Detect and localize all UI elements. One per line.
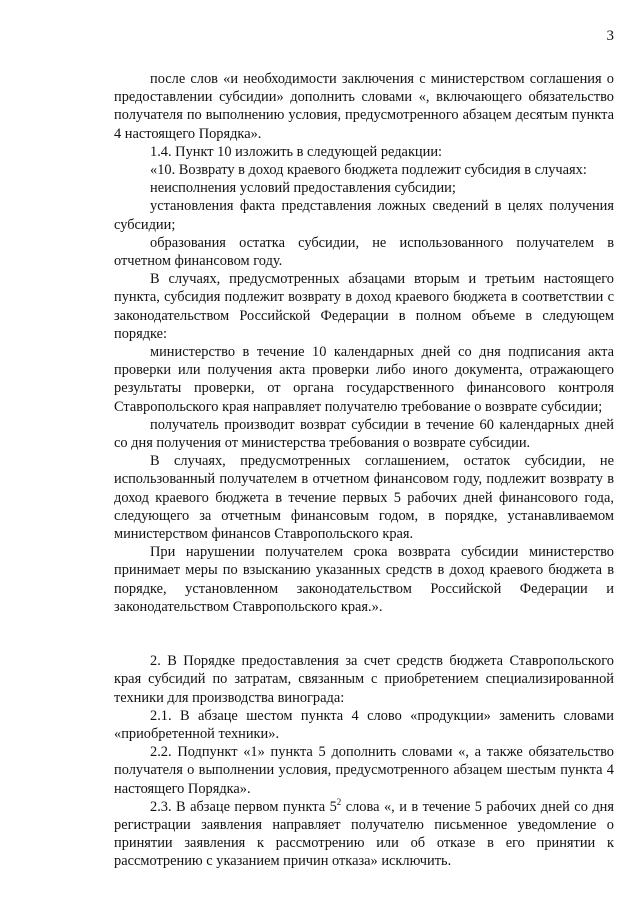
paragraph: «10. Возврату в доход краевого бюджета подлежит субсидия в случаях: [150, 162, 587, 179]
paragraph: установления факта представления ложных сведений в целях получения субсидии; [114, 198, 614, 233]
paragraph: 2.1. В абзаце шестом пункта 4 слово «продукции» заменить словами «приобретенной техники». [114, 707, 614, 742]
superscript: 2 [336, 796, 342, 807]
paragraph: образования остатка субсидии, не использованного получателем в отчетном финансовом году. [114, 234, 614, 270]
paragraph: 2.2. Подпункт «1» пункта 5 дополнить словами «, а также обязательство получателя о выполнении условия, предусмотренного абзацем шестым пункта 4 настоящего Порядка». [114, 744, 614, 797]
paragraph: неисполнения условий предоставления субсидии; [150, 180, 456, 197]
paragraph: При нарушении получателем срока возврата субсидии министерство принимает меры по взысканию указанных средств в доход краевого бюджета в порядке, установленном законодательством Российской Федерации и законодательством Ставропольского края.». [114, 544, 614, 615]
paragraph: министерство в течение 10 календарных дней со дня подписания акта проверки или получения акта проверки либо иного документа, отражающего результаты проверки, от органа государственного финансового контроля Ставропольского края направляет получателю требование о возврате субсидии; [114, 344, 614, 415]
page-number: 3 [606, 28, 614, 44]
paragraph: В случаях, предусмотренных абзацами вторым и третьим настоящего пункта, субсидия подлежит возврату в доход краевого бюджета в соответствии с законодательством Российской Федерации в полном объеме в следующем порядке: [114, 271, 614, 342]
document-body [114, 70, 614, 871]
text-before-superscript: 2.3. В абзаце первом пункта 5 [150, 798, 337, 815]
paragraph: 2. В Порядке предоставления за счет средств бюджета Ставропольского края субсидий по затратам, связанным с приобретением специализированной техники для производства винограда: [114, 653, 614, 706]
paragraph: после слов «и необходимости заключения с министерством соглашения о предоставлении субсидии» дополнить словами «, включающего обязательство получателя по выполнению условия, предусмотренного абзацем десятым пункта 4 настоящего Порядка». [114, 71, 614, 142]
text-after-superscript: слова «, и в течение 5 рабочих дней со дня регистрации заявления направляет получателю письменное уведомление о принятии заявления к рассмотрению или об отказе в его принятии к рассмотрению с указанием причин отказа» исключить. [114, 798, 614, 870]
paragraph-last [114, 798, 614, 871]
paragraph: 1.4. Пункт 10 изложить в следующей редакции: [150, 143, 443, 160]
paragraph: В случаях, предусмотренных соглашением, остаток субсидии, не использованный получателем в отчетном финансовом году, подлежит возврату в доход краевого бюджета в течение первых 5 рабочих дней финансового года, следующего за отчетным финансовым годом, в порядке, устанавливаемом министерством финансов Ставропольского края. [114, 453, 614, 543]
paragraph: получатель производит возврат субсидии в течение 60 календарных дней со дня получения от министерства требования о возврате субсидии. [114, 416, 614, 452]
